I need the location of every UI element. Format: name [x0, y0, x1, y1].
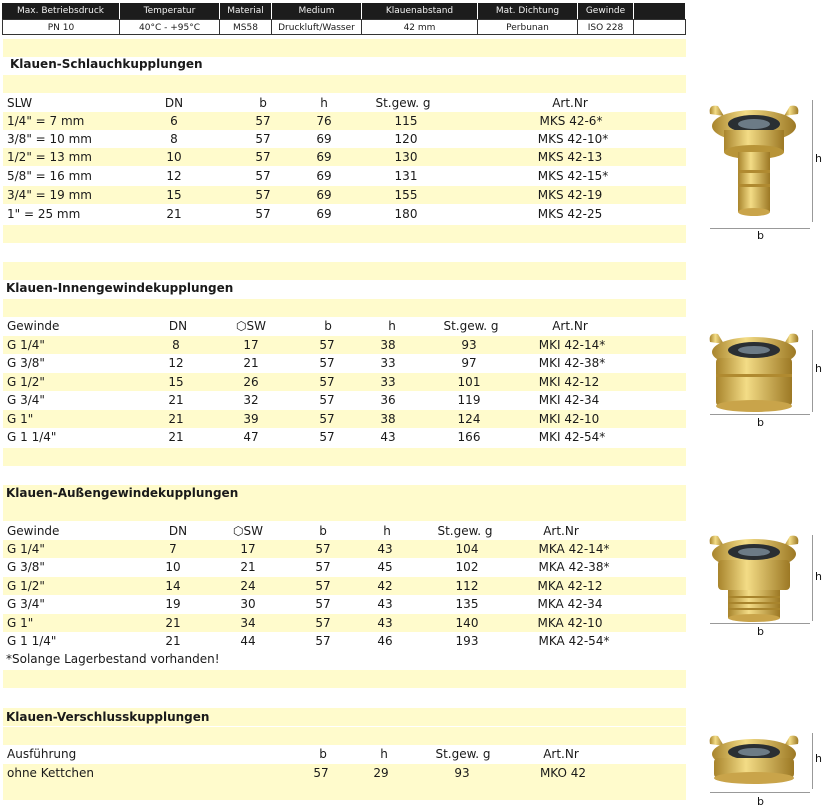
table-header-row — [3, 522, 686, 540]
cell: 57 — [315, 597, 331, 611]
col-header: St.gew. g — [435, 747, 491, 761]
section-title-verschluss: Klauen-Verschlusskupplungen — [6, 710, 210, 724]
table-row — [3, 540, 686, 558]
col-header: St.gew. g — [375, 96, 431, 110]
spec-header-row — [2, 3, 686, 19]
cell: 30 — [240, 597, 256, 611]
female-thread-coupling-image — [704, 328, 804, 416]
col-header: DN — [168, 524, 188, 538]
table-row — [3, 112, 686, 130]
table-row — [3, 410, 686, 428]
cell: 32 — [243, 393, 259, 407]
cell: 180 — [394, 207, 418, 221]
cell: 57 — [255, 169, 271, 183]
cell: MKI 42-10 — [538, 412, 600, 426]
cell: 57 — [319, 393, 335, 407]
cell: 155 — [394, 188, 418, 202]
cell: MKO 42 — [539, 766, 587, 780]
cell: G 1/4" — [7, 542, 45, 556]
cell: MKA 42-14* — [538, 542, 610, 556]
cell: 57 — [255, 114, 271, 128]
cell: 15 — [168, 375, 184, 389]
cell: 57 — [319, 412, 335, 426]
col-header: DN — [168, 319, 188, 333]
col-header: Art.Nr — [552, 319, 588, 333]
col-header-label: SW — [243, 524, 263, 538]
dimension-h-label: h — [815, 362, 822, 375]
cell: 93 — [461, 338, 477, 352]
cell: 47 — [243, 430, 259, 444]
table-row — [3, 186, 686, 204]
cell: 43 — [377, 616, 393, 630]
cell: 166 — [457, 430, 481, 444]
cell: MKI 42-12 — [538, 375, 600, 389]
cell: MKI 42-14* — [538, 338, 606, 352]
cell: 38 — [380, 338, 396, 352]
cell: 7 — [169, 542, 177, 556]
cell: 21 — [168, 393, 184, 407]
col-header: DN — [164, 96, 184, 110]
cell: 57 — [255, 132, 271, 146]
dimension-b-label: b — [757, 625, 764, 638]
cell: 17 — [240, 542, 256, 556]
spec-header-thread: Gewinde — [578, 3, 634, 19]
table-row — [3, 205, 686, 223]
blind-coupling-image — [704, 730, 804, 790]
cell: G 1 1/4" — [7, 430, 57, 444]
dimension-b-label: b — [757, 795, 764, 808]
cell: 21 — [168, 412, 184, 426]
col-header — [233, 522, 263, 540]
col-header: Ausführung — [7, 747, 77, 761]
table-row — [3, 577, 686, 595]
table-row — [3, 428, 686, 446]
cell: 140 — [455, 616, 479, 630]
col-header: St.gew. g — [443, 319, 499, 333]
table-row — [3, 632, 686, 650]
spec-header-claw-distance: Klauenabstand — [362, 3, 478, 19]
spec-value-thread: ISO 228 — [578, 19, 634, 35]
cell: 15 — [166, 188, 182, 202]
spec-value-pressure: PN 10 — [2, 19, 120, 35]
col-header: h — [320, 96, 328, 110]
table-row — [3, 595, 686, 613]
cell: 104 — [455, 542, 479, 556]
cell: 193 — [455, 634, 479, 648]
cell: 57 — [319, 356, 335, 370]
table-row — [3, 614, 686, 632]
cell: 45 — [377, 560, 393, 574]
cell: G 3/8" — [7, 560, 45, 574]
cell: MKA 42-10 — [537, 616, 603, 630]
col-header: Art.Nr — [552, 96, 588, 110]
table-header-row — [3, 745, 686, 763]
table-header-row — [3, 94, 686, 112]
cell: 26 — [243, 375, 259, 389]
spec-value-claw-distance: 42 mm — [362, 19, 478, 35]
cell: G 1" — [7, 616, 34, 630]
cell: 112 — [455, 579, 479, 593]
cell: 36 — [380, 393, 396, 407]
col-header: St.gew. g — [437, 524, 493, 538]
cell: 101 — [457, 375, 481, 389]
cell: G 3/4" — [7, 597, 45, 611]
table-row — [3, 167, 686, 185]
cell: 33 — [380, 375, 396, 389]
cell: 19 — [165, 597, 181, 611]
spec-value-temperature: 40°C - +95°C — [120, 19, 220, 35]
dimension-b-label: b — [757, 416, 764, 429]
spec-header-material: Material — [220, 3, 272, 19]
cell: G 1/4" — [7, 338, 45, 352]
cell: 21 — [243, 356, 259, 370]
cell: 102 — [455, 560, 479, 574]
cell: 57 — [319, 430, 335, 444]
cell: MKS 42-13 — [537, 150, 603, 164]
cell: MKA 42-54* — [538, 634, 610, 648]
stock-note: *Solange Lagerbestand vorhanden! — [6, 652, 220, 666]
cell: 12 — [168, 356, 184, 370]
cell: MKS 42-25 — [537, 207, 603, 221]
dimension-h-label: h — [815, 152, 822, 165]
cell: 57 — [313, 766, 329, 780]
cell: 6 — [170, 114, 178, 128]
spec-table — [2, 3, 686, 35]
cell: 119 — [457, 393, 481, 407]
spec-header-pressure: Max. Betriebsdruck — [2, 3, 120, 19]
cell: 57 — [319, 375, 335, 389]
cell: 135 — [455, 597, 479, 611]
section-title-schlauch: Klauen-Schlauchkupplungen — [10, 57, 203, 71]
cell: MKS 42-19 — [537, 188, 603, 202]
col-header: SLW — [7, 96, 33, 110]
cell: 69 — [316, 169, 332, 183]
cell: 57 — [255, 188, 271, 202]
cell: 24 — [240, 579, 256, 593]
col-header: b — [319, 524, 327, 538]
dimension-h-label: h — [815, 752, 822, 765]
cell: 3/4" = 19 mm — [7, 188, 92, 202]
male-thread-coupling-image — [704, 530, 804, 626]
cell: 12 — [166, 169, 182, 183]
cell: 115 — [394, 114, 418, 128]
spec-header-temperature: Temperatur — [120, 3, 220, 19]
col-header: Gewinde — [7, 524, 60, 538]
cell: MKA 42-12 — [537, 579, 603, 593]
cell: 42 — [377, 579, 393, 593]
cell: ohne Kettchen — [7, 766, 95, 780]
table-row — [3, 148, 686, 166]
cell: 124 — [457, 412, 481, 426]
col-header: h — [388, 319, 396, 333]
cell: 5/8" = 16 mm — [7, 169, 92, 183]
hex-wrench-icon: ⬡ — [233, 524, 244, 538]
cell: G 1/2" — [7, 375, 45, 389]
cell: 43 — [380, 430, 396, 444]
cell: 120 — [394, 132, 418, 146]
cell: 69 — [316, 188, 332, 202]
spec-value-medium: Druckluft/Wasser — [272, 19, 362, 35]
table-row — [3, 354, 686, 372]
table-header-row — [3, 317, 686, 335]
cell: MKI 42-54* — [538, 430, 606, 444]
col-header-label: SW — [246, 319, 266, 333]
table-row — [3, 130, 686, 148]
cell: 38 — [380, 412, 396, 426]
cell: 69 — [316, 150, 332, 164]
cell: 8 — [170, 132, 178, 146]
cell: 1/2" = 13 mm — [7, 150, 92, 164]
cell: 57 — [315, 560, 331, 574]
cell: 131 — [394, 169, 418, 183]
cell: 57 — [315, 542, 331, 556]
spec-value-material: MS58 — [220, 19, 272, 35]
cell: 69 — [316, 207, 332, 221]
cell: 1" = 25 mm — [7, 207, 81, 221]
cell: 21 — [165, 616, 181, 630]
cell: 44 — [240, 634, 256, 648]
col-header: Gewinde — [7, 319, 60, 333]
col-header: b — [259, 96, 267, 110]
col-header: b — [324, 319, 332, 333]
cell: 33 — [380, 356, 396, 370]
cell: 43 — [377, 542, 393, 556]
col-header: b — [319, 747, 327, 761]
cell: G 1" — [7, 412, 34, 426]
cell: MKA 42-38* — [538, 560, 610, 574]
cell: 21 — [165, 634, 181, 648]
table-row — [3, 336, 686, 354]
cell: 39 — [243, 412, 259, 426]
dimension-b-label: b — [757, 229, 764, 242]
cell: MKI 42-38* — [538, 356, 606, 370]
section-title-innen: Klauen-Innengewindekupplungen — [6, 281, 234, 295]
cell: 34 — [240, 616, 256, 630]
cell: G 3/8" — [7, 356, 45, 370]
cell: 21 — [168, 430, 184, 444]
cell: MKI 42-34 — [538, 393, 600, 407]
table-row — [3, 373, 686, 391]
cell: 57 — [255, 207, 271, 221]
cell: 29 — [373, 766, 389, 780]
cell: 43 — [377, 597, 393, 611]
cell: 69 — [316, 132, 332, 146]
table-row — [3, 391, 686, 409]
col-header: h — [383, 524, 391, 538]
cell: 46 — [377, 634, 393, 648]
cell: 93 — [454, 766, 470, 780]
hex-wrench-icon: ⬡ — [236, 319, 247, 333]
col-header: Art.Nr — [543, 747, 579, 761]
cell: 76 — [316, 114, 332, 128]
spec-value-seal-material: Perbunan — [478, 19, 578, 35]
col-header — [236, 317, 266, 335]
cell: 1/4" = 7 mm — [7, 114, 85, 128]
cell: MKA 42-34 — [537, 597, 603, 611]
cell: 3/8" = 10 mm — [7, 132, 92, 146]
cell: 17 — [243, 338, 259, 352]
table-row — [3, 558, 686, 576]
cell: 21 — [166, 207, 182, 221]
cell: 10 — [166, 150, 182, 164]
cell: MKS 42-6* — [539, 114, 603, 128]
cell: 21 — [240, 560, 256, 574]
cell: 8 — [172, 338, 180, 352]
cell: 57 — [315, 634, 331, 648]
section-title-aussen: Klauen-Außengewindekupplungen — [6, 486, 239, 500]
cell: 97 — [461, 356, 477, 370]
spec-value-row — [2, 19, 686, 35]
table-row — [3, 764, 686, 782]
cell: G 1 1/4" — [7, 634, 57, 648]
spec-header-medium: Medium — [272, 3, 362, 19]
col-header: h — [380, 747, 388, 761]
cell: 57 — [319, 338, 335, 352]
cell: 14 — [165, 579, 181, 593]
cell: 57 — [315, 616, 331, 630]
cell: G 1/2" — [7, 579, 45, 593]
cell: MKS 42-10* — [537, 132, 609, 146]
cell: G 3/4" — [7, 393, 45, 407]
cell: 57 — [255, 150, 271, 164]
cell: 10 — [165, 560, 181, 574]
cell: MKS 42-15* — [537, 169, 609, 183]
hose-coupling-image — [704, 100, 804, 220]
dimension-h-label: h — [815, 570, 822, 583]
col-header: Art.Nr — [543, 524, 579, 538]
cell: 130 — [394, 150, 418, 164]
cell: 57 — [315, 579, 331, 593]
spec-header-seal-material: Mat. Dichtung — [478, 3, 578, 19]
